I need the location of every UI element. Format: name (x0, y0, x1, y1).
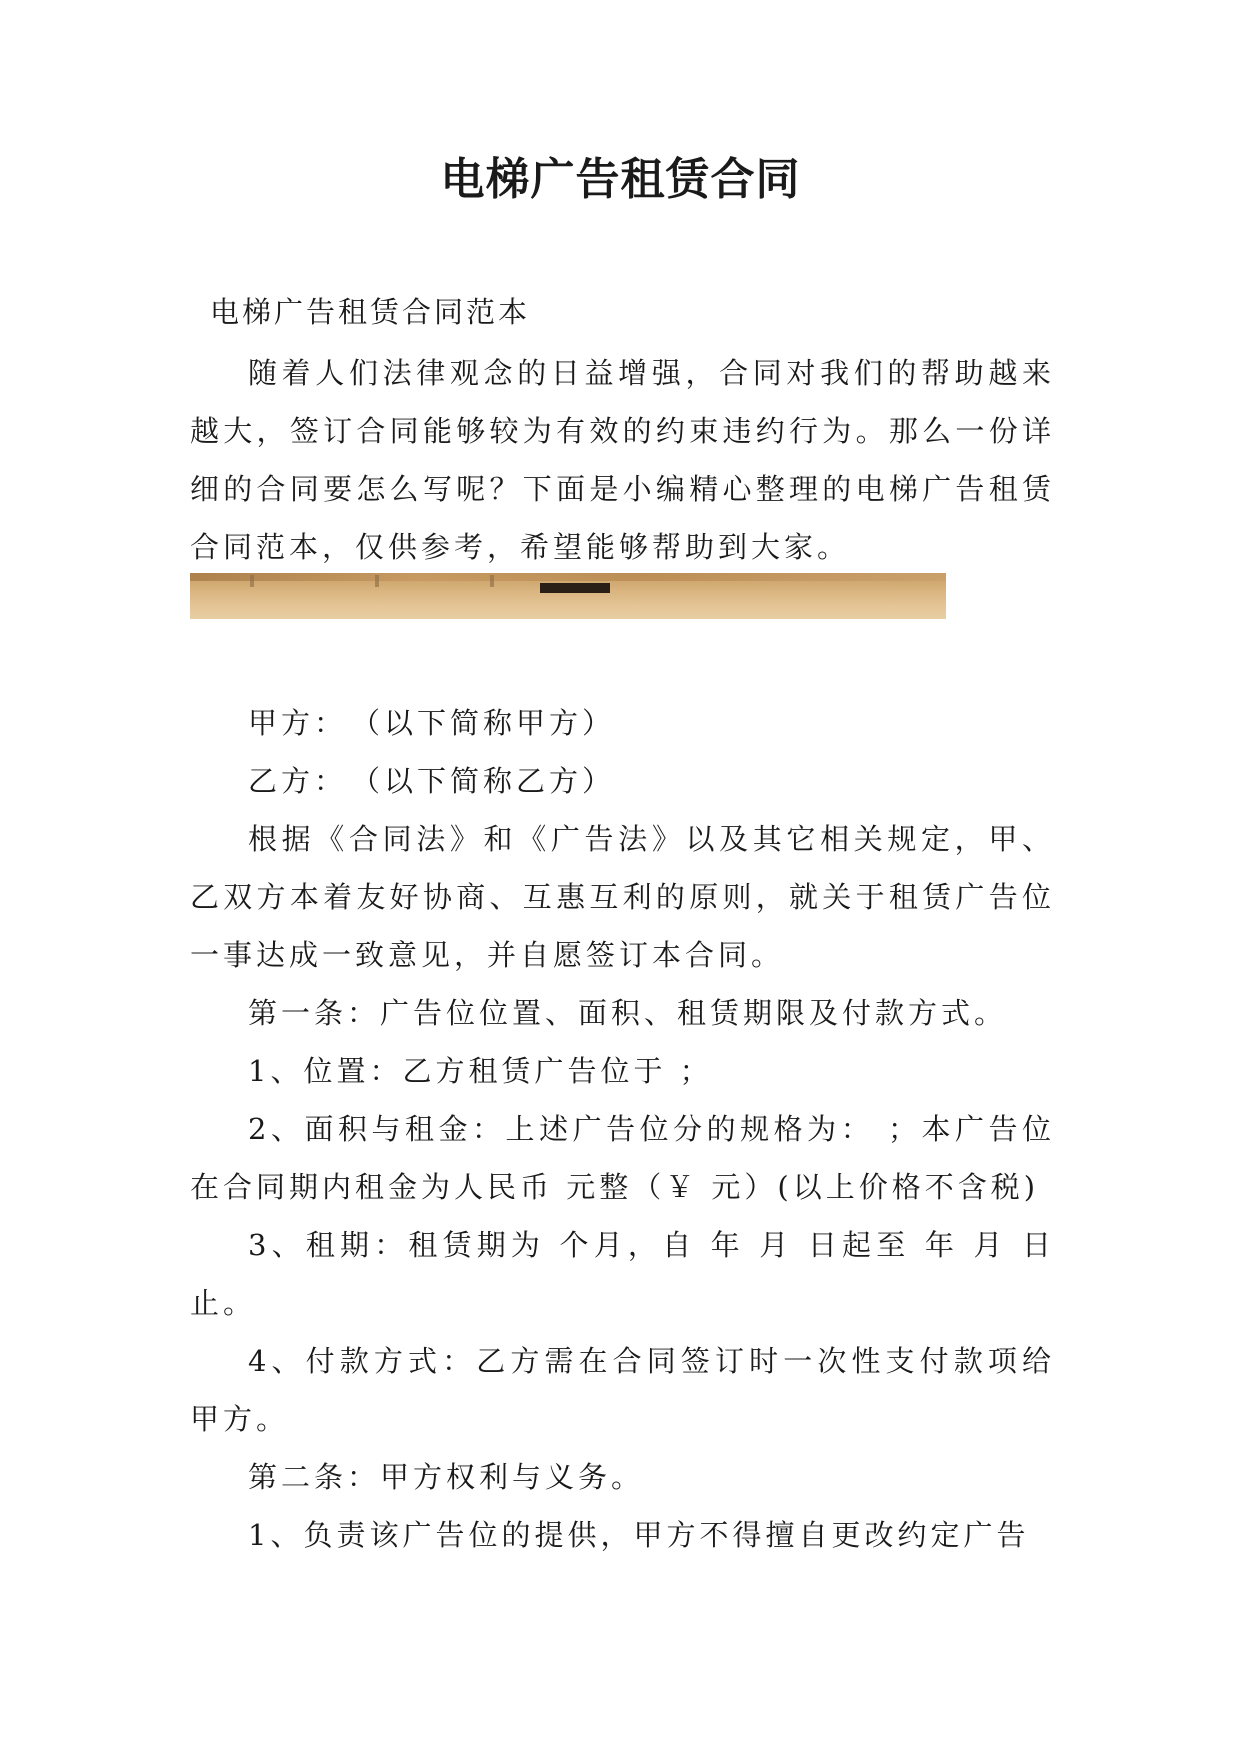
intro-section (190, 344, 1055, 576)
article-1-heading: 第一条：广告位位置、面积、租赁期限及付款方式。 (248, 996, 1008, 1030)
clause-area-rent: 2、面积与租金：上述广告位分的规格为： ；本广告位在合同期内租金为人民币 元整（￥ 元）(以上价格不含税) (190, 1112, 1055, 1204)
contract-body (190, 694, 1055, 1564)
clause-location: 1、位置：乙方租赁广告位于 ； (248, 1054, 713, 1088)
party-a-line: 甲方： （以下简称甲方） (248, 706, 616, 740)
party-b-line: 乙方： （以下简称乙方） (248, 764, 616, 798)
intro-paragraph: 随着人们法律观念的日益增强，合同对我们的帮助越来越大，签订合同能够较为有效的约束违约行为。那么一份详细的合同要怎么写呢？下面是小编精心整理的电梯广告租赁合同范本，仅供参考，希望能够帮助到大家。 (190, 356, 1055, 564)
document-title: 电梯广告租赁合同 (440, 154, 801, 205)
document-subtitle: 电梯广告租赁合同范本 (210, 295, 531, 329)
article-2-heading: 第二条：甲方权利与义务。 (248, 1460, 645, 1494)
clause-party-a-duty: 1、负责该广告位的提供，甲方不得擅自更改约定广告 (248, 1518, 1030, 1552)
clause-term: 3、租期：租赁期为 个月，自 年 月 日起至 年 月 日止。 (190, 1228, 1055, 1320)
clause-payment: 4、付款方式：乙方需在合同签订时一次性支付款项给甲方。 (190, 1344, 1055, 1436)
preamble-paragraph: 根据《合同法》和《广告法》以及其它相关规定，甲、乙双方本着友好协商、互惠互利的原则，就关于租赁广告位一事达成一致意见，并自愿签订本合同。 (190, 822, 1055, 972)
cropped-photo-image (190, 573, 946, 619)
